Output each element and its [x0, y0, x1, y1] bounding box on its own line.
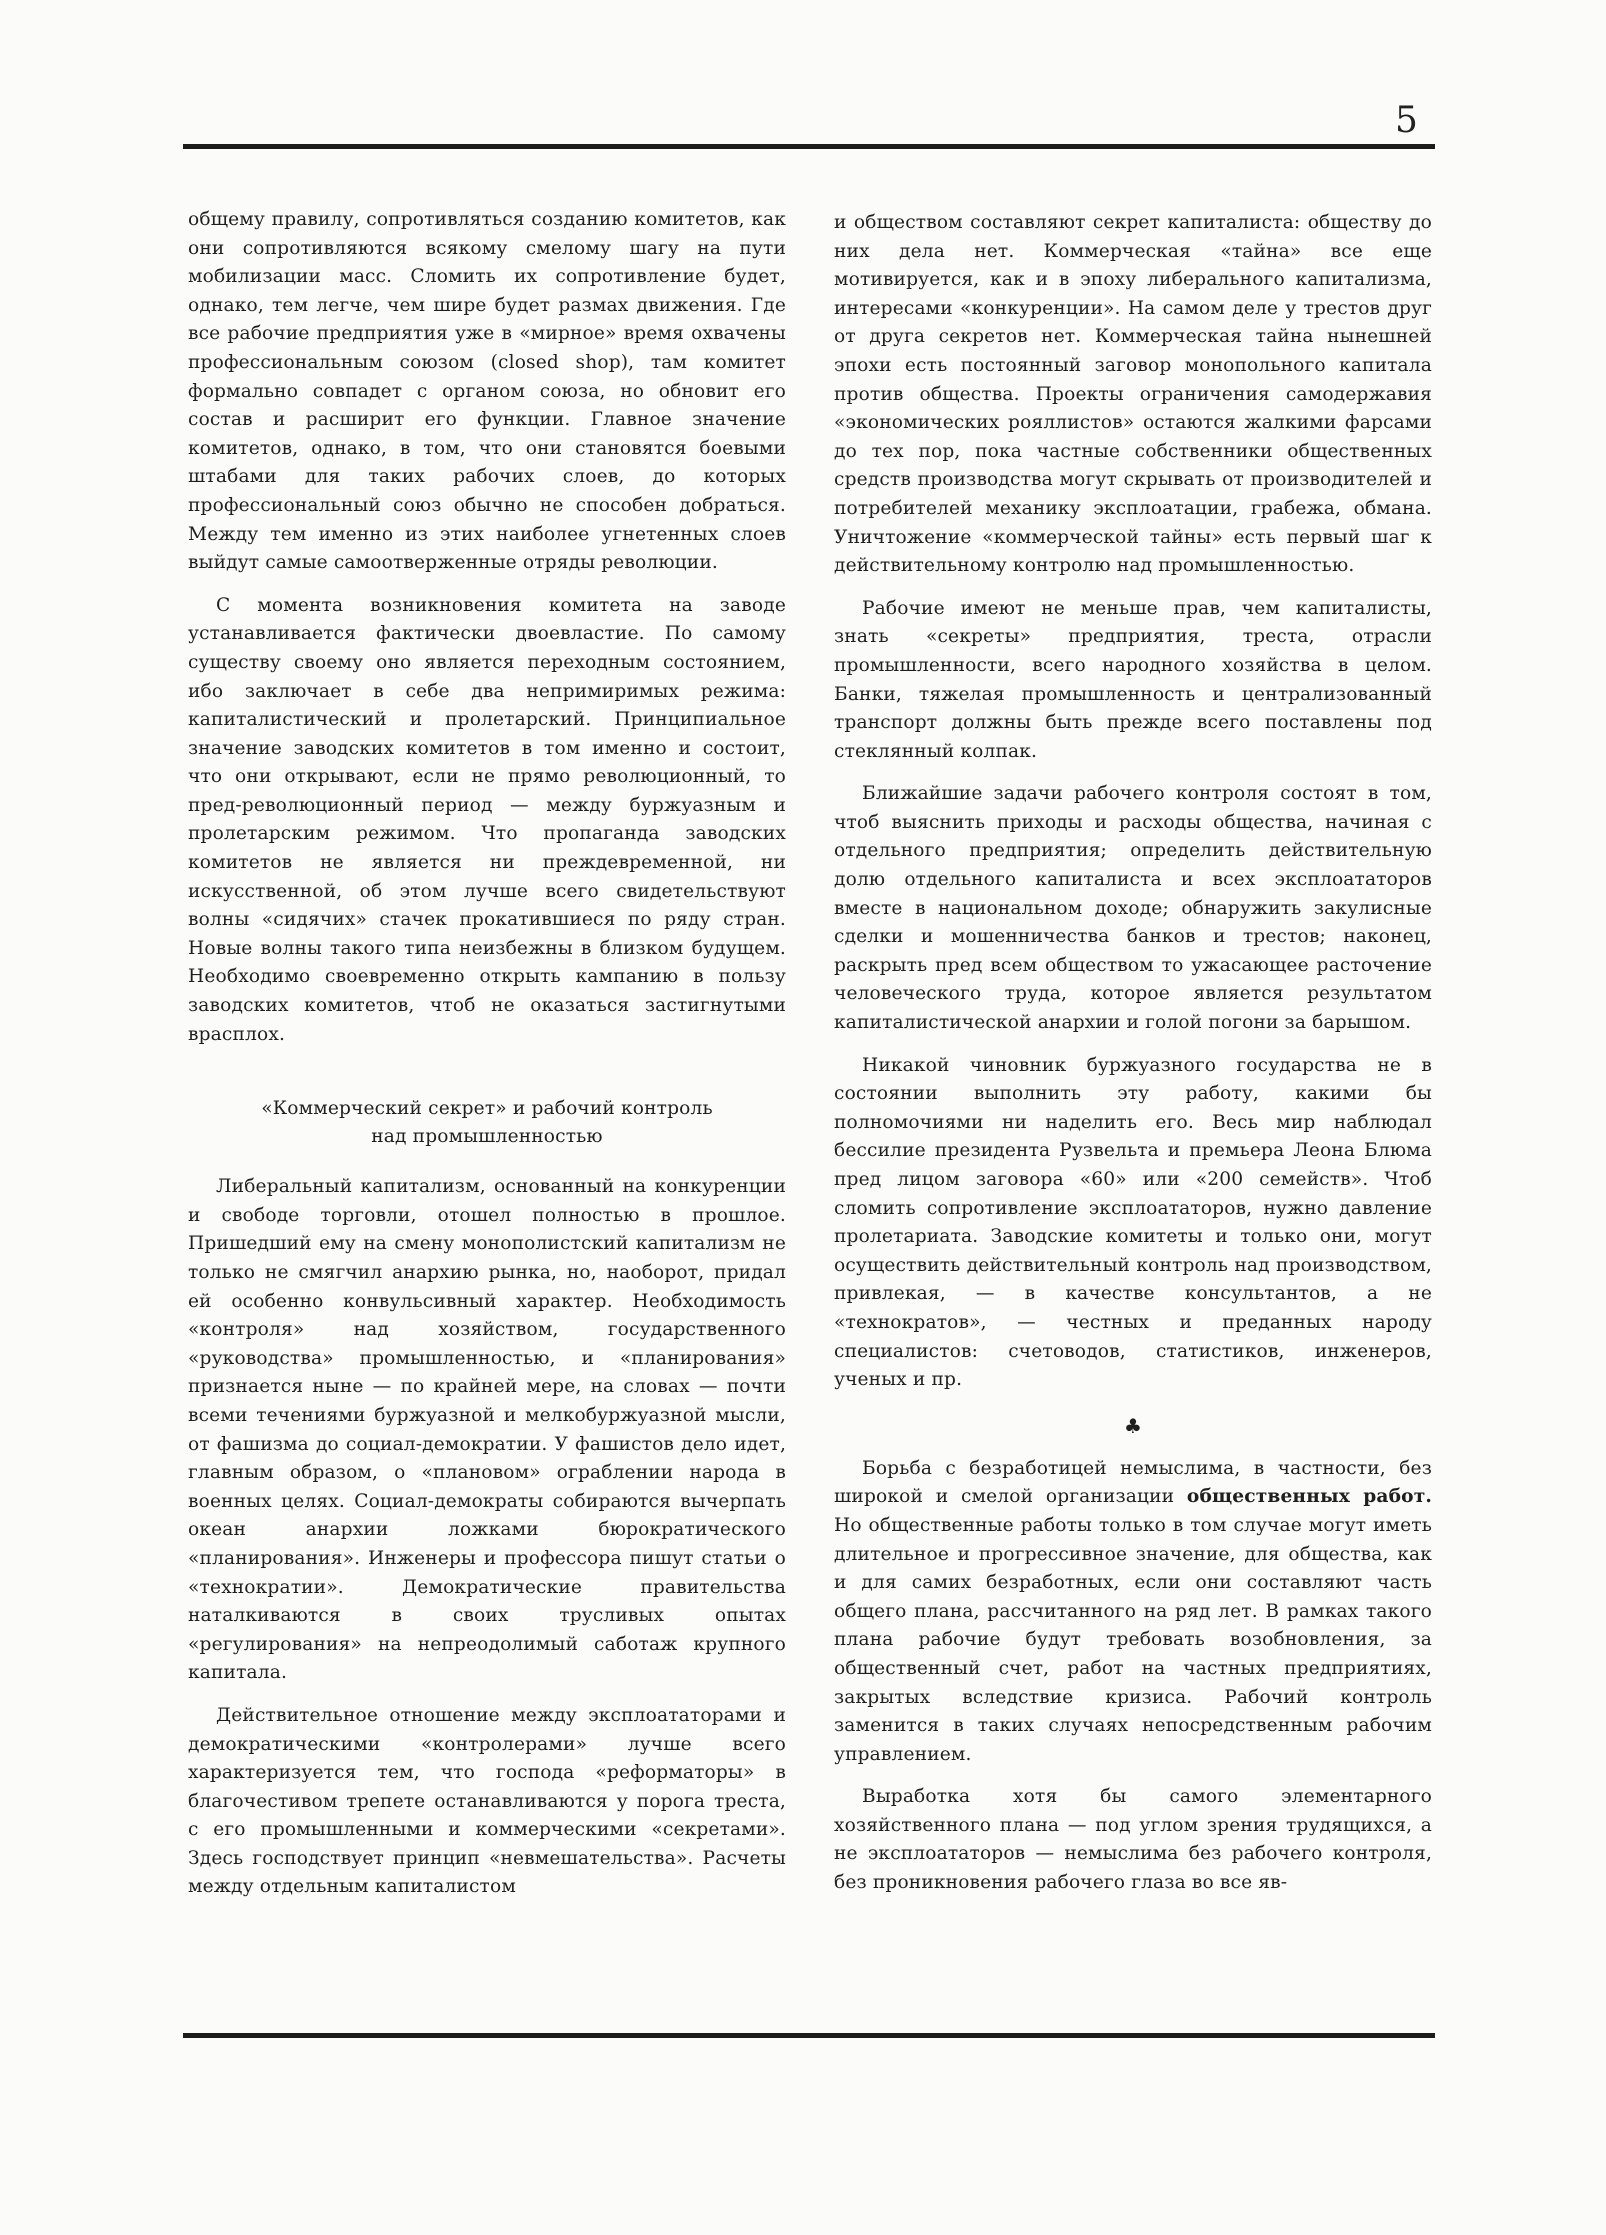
paragraph: и обществом составляют секрет капиталиста: обществу до них дела нет. Коммерческая «тайна» все еще мотивируется, как и в эпоху либерального капитализма, интересами «конкуренции». На самом деле у трестов друг от друга секретов нет. Коммерческая тайна нынешней эпохи есть постоянный заговор монопольного капитала против общества. Проекты ограничения самодержавия «экономических рояллистов» остаются жалкими фарсами до тех пор, пока частные собственники общественных средств производства могут скрывать от производителей и потребителей механику эксплоатации, грабежа, обмана. Уничтожение «коммерческой тайны» есть первый шаг к действительному контролю над промышленностью.: [834, 212, 1432, 577]
paragraph: Выработка хотя бы самого элементарного хозяйственного плана — под углом зрения трудящихся, а не эксплоататоров — немыслима без рабочего контроля, без проникновения рабочего глаза во все яв-: [834, 1786, 1432, 1894]
page-number: 5: [1395, 100, 1418, 141]
top-rule: [183, 144, 1435, 149]
paragraph-lead: Борьба с безработицей немыслима, в частности, без широкой и смелой организации: [834, 1457, 1432, 1508]
paragraph-tail: Но общественные работы только в том случае могут иметь длительное и прогрессивное значение, для общества, как и для самих безработных, если они составляют часть общего плана, рассчитанного на ряд лет. В рамках такого плана рабочие будут требовать возобновления, за общественный счет, работ на частных предприятиях, закрытых вследствие кризиса. Рабочий контроль заменится в таких случаях непосредственным рабочим управлением.: [834, 1514, 1432, 1765]
section-heading: [188, 1095, 786, 1151]
paragraph: Рабочие имеют не меньше прав, чем капиталисты, знать «секреты» предприятия, треста, отрасли промышленности, всего народного хозяйства в целом. Банки, тяжелая промышленность и централизованный транспорт должны быть прежде всего поставлены под стеклянный колпак.: [834, 597, 1432, 762]
bottom-rule: [183, 2033, 1435, 2038]
paragraph: Действительное отношение между эксплоататорами и демократическими «контролерами» лучше всего характеризуется тем, что господа «реформаторы» в благочестивом трепете останавливаются у порога треста, с его промышленными и коммерческими «секретами». Здесь господствует принцип «невмешательства». Расчеты между отдельным капиталистом: [188, 1704, 786, 1898]
left-column: [188, 206, 786, 1902]
section-heading-line: над промышленностью: [371, 1126, 603, 1148]
separator-club-icon: ♣: [1123, 1413, 1143, 1438]
paragraph: Либеральный капитализм, основанный на конкуренции и свободе торговли, отошел полностью в прошлое. Пришедший ему на смену монополистский капитализм не только не смягчил анархию рынка, но, наоборот, придал ей особенно конвульсивный характер. Необходимость «контроля» над хозяйством, государственного «руководства» промышленностью, и «планирования» признается ныне — по крайней мере, на словах — почти всеми течениями буржуазной и мелкобуржуазной мысли, от фашизма до социал-демократии. У фашистов дело идет, главным образом, о «плановом» ограблении народа в военных целях. Социал-демократы собираются вычерпать океан анархии ложками бюрократического «планирования». Инженеры и профессора пишут статьи о «технократии». Демократические правительства наталкиваются в своих трусливых опытах «регулирования» на непреодолимый саботаж крупного капитала.: [188, 1176, 786, 1684]
paragraph: С момента возникновения комитета на заводе устанавливается фактически двоевластие. По самому существу своему оно является переходным состоянием, ибо заключает в себе два непримиримых режима: капиталистический и пролетарский. Принципиальное значение заводских комитетов в том именно и состоит, что они открывают, если не прямо революционный, то пред-революционный период — между буржуазным и пролетарским режимом. Что пропаганда заводских комитетов не является ни преждевременной, ни искусственной, об этом лучше всего свидетельствуют волны «сидячих» стачек прокатившиеся по ряду стран. Новые волны такого типа неизбежны в близком будущем. Необходимо своевременно открыть кампанию в пользу заводских комитетов, чтоб не оказаться застигнутыми врасплох.: [188, 594, 786, 1045]
bold-term: общественных работ.: [1186, 1486, 1432, 1508]
paragraph: [834, 1455, 1432, 1770]
section-heading-line: «Коммерческий секрет» и рабочий контроль: [261, 1098, 713, 1120]
paragraph: Никакой чиновник буржуазного государства не в состоянии выполнить эту работу, какими бы полномочиями ни наделить его. Весь мир наблюдал бессилие президента Рузвельта и премьера Леона Блюма пред лицом заговора «60» или «200 семейств». Чтоб сломить сопротивление эксплоататоров, нужно давление пролетариата. Заводские комитеты и только они, могут осуществить действительный контроль над производством, привлекая, — в качестве консультантов, а не «технократов», — честных и преданных народу специалистов: счетоводов, статистиков, инженеров, ученых и пр.: [834, 1054, 1432, 1391]
right-column: [834, 209, 1432, 1898]
paragraph: общему правилу, сопротивляться созданию комитетов, как они сопротивляются всякому смелому шагу на пути мобилизации масс. Сломить их сопротивление будет, однако, тем легче, чем шире будет размах движения. Где все рабочие предприятия уже в «мирное» время охвачены профессиональным союзом (closed shop), там комитет формально совпадет с органом союза, но обновит его состав и расширит его функции. Главное значение комитетов, однако, в том, что они становятся боевыми штабами для таких рабочих слоев, до которых профессиональный союз обычно не способен добраться. Между тем именно из этих наиболее угнетенных слоев выйдут самые самоотверженные отряды революции.: [188, 209, 786, 574]
paragraph: Ближайшие задачи рабочего контроля состоят в том, чтоб выяснить приходы и расходы общества, начиная с отдельного предприятия; определить действительную долю отдельного капиталиста и всех эксплоататоров вместе в национальном доходе; обнаружить закулисные сделки и мошенничества банков и трестов; наконец, раскрыть пред всем обществом то ужасающее расточение человеческого труда, которое является результатом капиталистической анархии и голой погони за барышом.: [834, 783, 1432, 1034]
